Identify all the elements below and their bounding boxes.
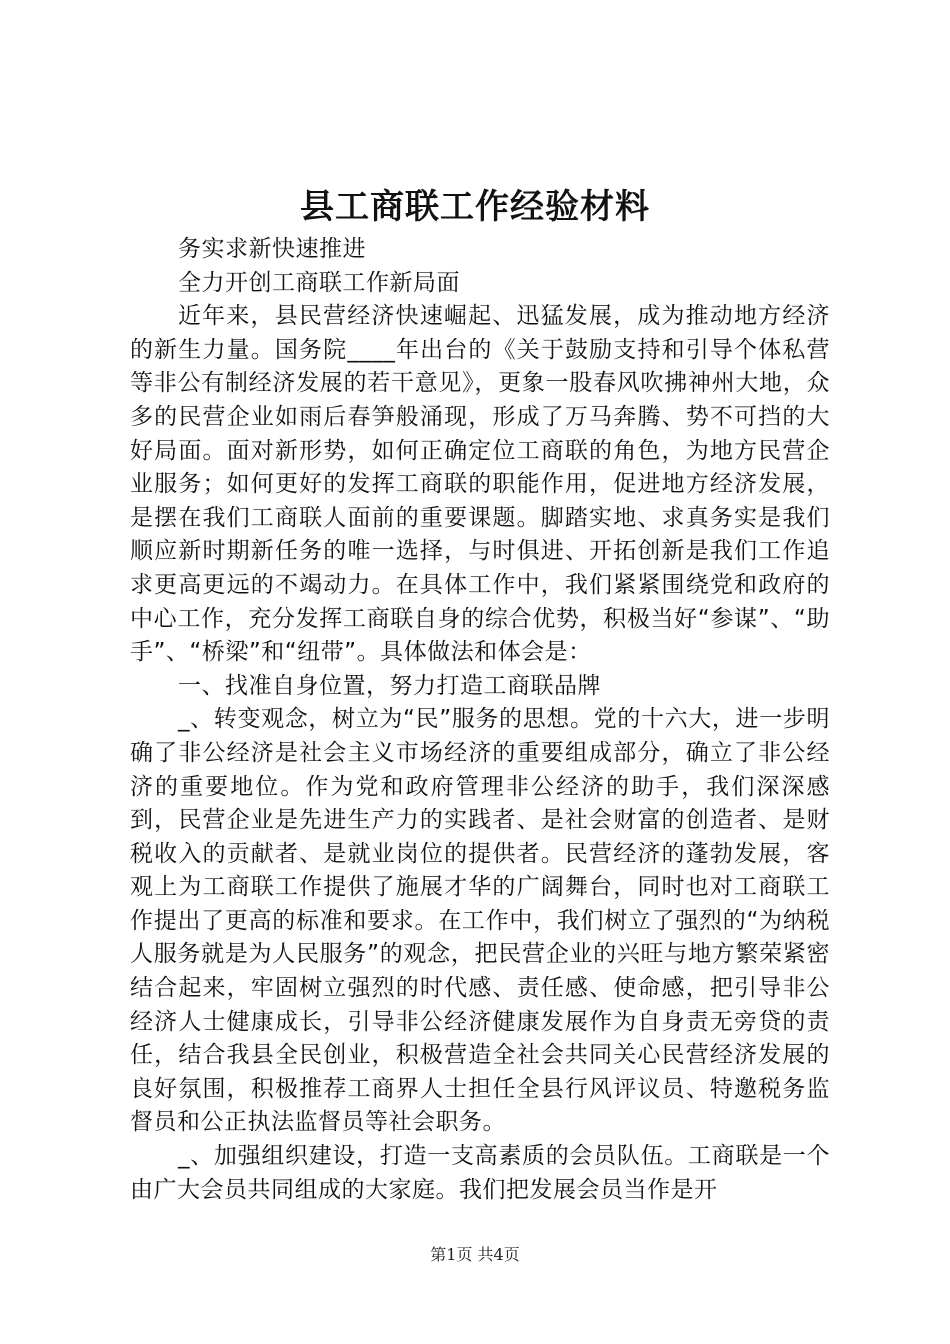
document-body [130,233,830,1207]
document-title: 县工商联工作经验材料 [300,187,650,227]
body-paragraph: _、转变观念，树立为“民”服务的思想。党的十六大，进一步明确了非公经济是社会主义市场经济的重要组成部分，确立了非公经济的重要地位。作为党和政府管理非公经济的助手，我们深深感到，民营企业是先进生产力的实践者、是社会财富的创造者、是财税收入的贡献者、是就业岗位的提供者。民营经济的蓬勃发展，客观上为工商联工作提供了施展才华的广阔舞台，同时也对工商联工作提出了更高的标准和要求。在工作中，我们树立了强烈的“为纳税人服务就是为人民服务”的观念，把民营企业的兴旺与地方繁荣紧密结合起来，牢固树立强烈的时代感、责任感、使命感，把引导非公经济人士健康成长，引导非公经济健康发展作为自身责无旁贷的责任，结合我县全民创业，积极营造全社会共同关心民营经济发展的良好氛围，积极推荐工商界人士担任全县行风评议员、特邀税务监督员和公正执法监督员等社会职务。 [130,706,830,1136]
page-number-footer: 第1页 共4页 [430,1245,520,1264]
body-paragraph: _、加强组织建设，打造一支高素质的会员队伍。工商联是一个由广大会员共同组成的大家庭。我们把发展会员当作是开 [130,1143,830,1203]
subtitle-line: 务实求新快速推进 [178,236,366,262]
body-paragraph: 近年来，县民营经济快速崛起、迅猛发展，成为推动地方经济的新生力量。国务院____年出台的《关于鼓励支持和引导个体私营等非公有制经济发展的若干意见》，更象一股春风吹拂神州大地，众多的民营企业如雨后春笋般涌现，形成了万马奔腾、势不可挡的大好局面。面对新形势，如何正确定位工商联的角色，为地方民营企业服务；如何更好的发挥工商联的职能作用，促进地方经济发展，是摆在我们工商联人面前的重要课题。脚踏实地、求真务实是我们顺应新时期新任务的唯一选择，与时俱进、开拓创新是我们工作追求更高更远的不竭动力。在具体工作中，我们紧紧围绕党和政府的中心工作，充分发挥工商联自身的综合优势，积极当好“参谋”、“助手”、“桥梁”和“纽带”。具体做法和体会是： [130,303,830,666]
section-heading: 一、找准自身位置，努力打造工商联品牌 [178,672,601,699]
subtitle-line: 全力开创工商联工作新局面 [178,269,460,296]
